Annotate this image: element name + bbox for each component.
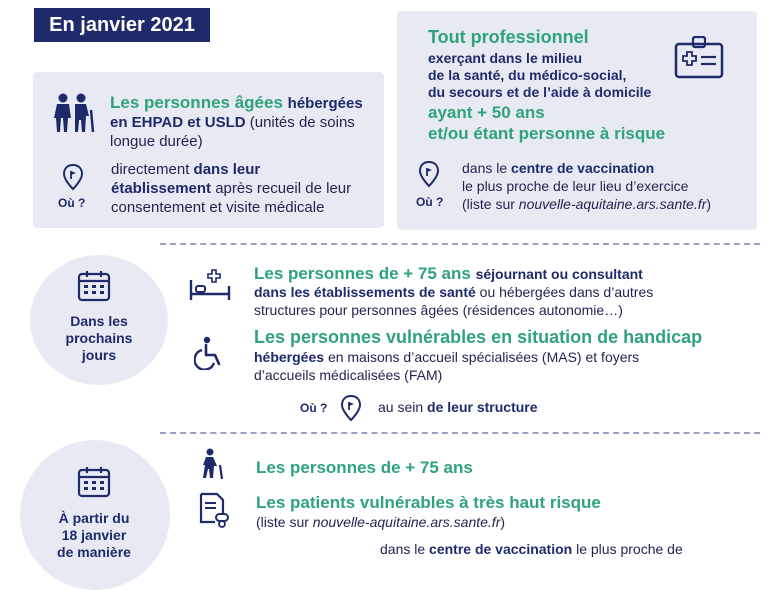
where-label: Où ? — [416, 195, 444, 209]
where-text: au sein — [378, 399, 424, 415]
timeline-label-line: 18 janvier — [61, 527, 127, 543]
calendar-icon — [77, 466, 111, 498]
where-bold: centre de vaccination — [511, 160, 655, 176]
section2-item1-line3: structures pour personnes âgées (résidences autonomie…) — [254, 302, 623, 318]
elderly-where-line1 — [111, 160, 260, 179]
location-pin-icon — [62, 163, 84, 191]
professional-line3: du secours et de l’aide à domicile — [428, 84, 652, 100]
professional-line1: exerçant dans le milieu — [428, 50, 583, 66]
section2-item2-line3: d’accueils médicalisées (FAM) — [254, 367, 443, 383]
professional-where-line3 — [462, 195, 711, 213]
timeline-label-line: de manière — [57, 544, 131, 560]
where-text: dans le — [380, 541, 426, 557]
elderly-where-line3: consentement et visite médicale — [111, 199, 325, 216]
section2-where — [378, 398, 538, 416]
section2-item2-title: Les personnes vulnérables en situation de handicap — [254, 327, 703, 347]
item-text: ) — [500, 514, 506, 530]
timeline-label-line: À partir du — [58, 510, 130, 526]
timeline-label-line: Dans les — [70, 313, 128, 329]
wheelchair-icon — [194, 336, 226, 370]
timeline-label-line: jours — [81, 347, 117, 363]
medical-badge-icon — [674, 36, 724, 80]
professional-age: ayant + 50 ans — [428, 103, 545, 122]
section3-where — [380, 540, 683, 558]
elderly-people-icon — [52, 92, 96, 134]
where-text: ) — [706, 196, 712, 212]
item-text: ou hébergées dans d’autres — [479, 284, 654, 300]
section-divider — [160, 432, 760, 434]
elderly-line2 — [110, 113, 355, 132]
where-label: Où ? — [58, 196, 86, 210]
section-divider — [160, 243, 760, 245]
where-text: directement — [111, 161, 190, 178]
timeline-label — [40, 313, 158, 364]
section3-item2-title: Les patients vulnérables à très haut risque — [256, 493, 601, 512]
elderly-title: Les personnes âgées — [110, 93, 283, 112]
where-text: dans le — [462, 160, 508, 176]
section3-item1-title: Les personnes de + 75 ans — [256, 458, 473, 477]
prescription-icon — [198, 492, 230, 528]
elderly-title-line — [110, 92, 363, 113]
item-title: Les personnes de + 75 ans — [254, 264, 471, 283]
professional-line2: de la santé, du médico-social, — [428, 67, 627, 83]
item-bold: séjournant ou consultant — [475, 266, 643, 282]
timeline-label-line: prochains — [65, 330, 133, 346]
professional-where-line2: le plus proche de leur lieu d’exercice — [462, 178, 689, 194]
elderly-person-icon — [198, 448, 226, 480]
professional-title: Tout professionnel — [428, 27, 589, 47]
where-bold: établissement — [111, 180, 212, 197]
elderly-where-line2 — [111, 179, 351, 198]
elderly-ehpad: en EHPAD et USLD — [110, 114, 246, 131]
where-text: le plus proche de — [576, 541, 683, 557]
location-pin-icon — [418, 160, 440, 188]
where-bold: de leur structure — [427, 399, 538, 415]
item-text: en maisons d’accueil spécialisées (MAS) et foyers — [327, 349, 640, 365]
timeline-label — [35, 510, 153, 561]
professional-risk: et/ou étant personne à risque — [428, 124, 666, 143]
where-text: (liste sur — [462, 196, 515, 212]
where-text: après recueil de leur — [215, 180, 352, 197]
where-bold: dans leur — [193, 161, 261, 178]
section2-item1 — [254, 263, 643, 284]
professional-where-line1 — [462, 159, 654, 177]
where-label: Où ? — [300, 401, 328, 415]
location-pin-icon — [340, 394, 362, 422]
page-title: En janvier 2021 — [34, 8, 210, 42]
item-text: (liste sur — [256, 514, 309, 530]
hospital-bed-icon — [188, 268, 232, 302]
where-bold: centre de vaccination — [429, 541, 573, 557]
elderly-line3: longue durée) — [110, 133, 203, 150]
elderly-hosted: hébergées — [287, 95, 363, 112]
item-bold: hébergées — [254, 349, 325, 365]
elderly-usld-note: (unités de soins — [249, 114, 355, 131]
section2-item2-line2 — [254, 348, 639, 366]
section3-item2-line2 — [256, 513, 505, 531]
item-bold: dans les établissements de santé — [254, 284, 476, 300]
calendar-icon — [77, 270, 111, 302]
section2-item1-line2 — [254, 283, 653, 301]
ars-link-text: nouvelle-aquitaine.ars.sante.fr — [518, 196, 707, 212]
ars-link-text: nouvelle-aquitaine.ars.sante.fr — [312, 514, 501, 530]
